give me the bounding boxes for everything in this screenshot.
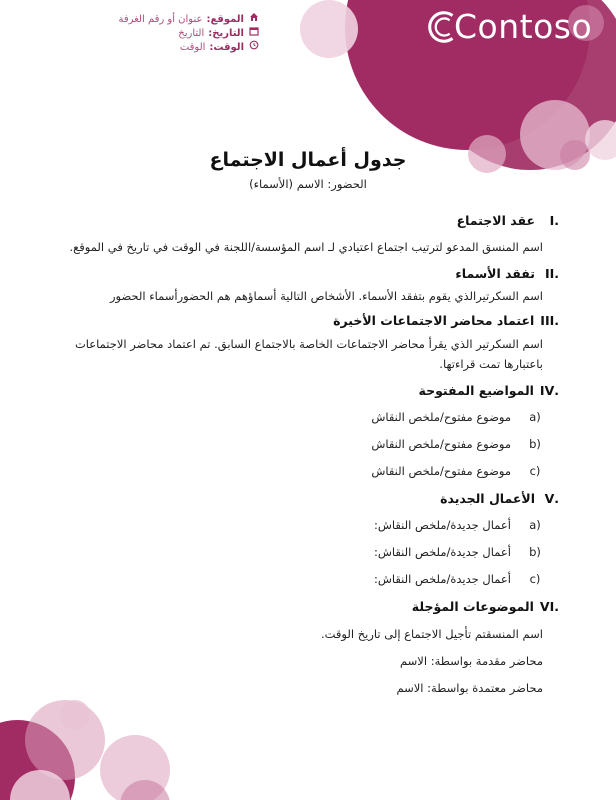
list-item bbox=[53, 572, 559, 586]
list-text: موضوع مفتوح/ملخص النقاش bbox=[371, 410, 511, 424]
decor-circle bbox=[60, 700, 90, 730]
list-text: أعمال جديدة/ملخص النقاش: bbox=[373, 545, 511, 559]
section-number: .VI bbox=[539, 599, 559, 614]
section-title: عقد الاجتماع bbox=[456, 213, 535, 228]
minutes-approved-line: محاضر معتمدة بواسطة: الاسم bbox=[396, 681, 543, 695]
section-heading bbox=[53, 313, 559, 328]
list-item bbox=[53, 545, 559, 559]
section-number: .III bbox=[540, 313, 559, 328]
section-number: .IV bbox=[539, 383, 559, 398]
list-item bbox=[53, 464, 559, 478]
list-letter: c) bbox=[529, 464, 541, 478]
section-heading bbox=[53, 491, 559, 506]
agenda-content bbox=[53, 213, 559, 698]
clock-icon bbox=[248, 40, 260, 54]
section-heading bbox=[53, 266, 559, 281]
list-item bbox=[53, 437, 559, 451]
list-letter: b) bbox=[529, 437, 541, 451]
section-heading bbox=[53, 599, 559, 614]
section-number: .II bbox=[544, 266, 559, 281]
section-title: الموضوعات المؤجلة bbox=[411, 599, 534, 614]
section-body: اسم السكرتيرالذي يقوم بتفقد الأسماء. الأشخاص التالية أسماؤهم هم الحضورأسماء الحضور bbox=[109, 289, 543, 303]
list-item bbox=[53, 410, 559, 424]
date-row bbox=[118, 26, 260, 40]
meeting-info bbox=[118, 12, 260, 54]
section-title: الأعمال الجديدة bbox=[440, 491, 535, 506]
contoso-logo bbox=[424, 6, 593, 48]
decor-circle bbox=[300, 0, 358, 58]
list-text: موضوع مفتوح/ملخص النقاش bbox=[371, 437, 511, 451]
section-heading bbox=[53, 383, 559, 398]
list-text: أعمال جديدة/ملخص النقاش: bbox=[373, 572, 511, 586]
list-text: أعمال جديدة/ملخص النقاش: bbox=[373, 518, 511, 532]
list-text: موضوع مفتوح/ملخص النقاش bbox=[371, 464, 511, 478]
logo-text: Contoso bbox=[454, 7, 593, 46]
location-label: الموقع: bbox=[206, 13, 244, 25]
page-title: جدول أعمال الاجتماع bbox=[209, 149, 407, 171]
section-title: تفقد الأسماء bbox=[455, 266, 535, 281]
section-title: المواضيع المفتوحة bbox=[418, 383, 534, 398]
date-label: التاريخ: bbox=[208, 27, 244, 39]
section-heading bbox=[53, 213, 559, 228]
deferred-line: اسم المنسقتم تأجيل الاجتماع إلى تاريخ الوقت. bbox=[320, 627, 543, 641]
list-letter: a) bbox=[529, 410, 541, 424]
section-number: .I bbox=[549, 213, 559, 228]
home-icon bbox=[248, 12, 260, 26]
time-label: الوقت: bbox=[209, 41, 244, 53]
section-number: .V bbox=[544, 491, 559, 506]
list-letter: c) bbox=[529, 572, 541, 586]
location-value: عنوان أو رقم الغرفة bbox=[118, 13, 203, 25]
minutes-submitted-line: محاضر مقدمة بواسطة: الاسم bbox=[400, 654, 543, 668]
calendar-icon bbox=[248, 26, 260, 40]
list-letter: b) bbox=[529, 545, 541, 559]
section-body: اسم السكرتير الذي يقرأ محاضر الاجتماعات الخاصة بالاجتماع السابق. تم اعتماد محاضر الاجتماعات باعتبارها تمت قراءتها. bbox=[74, 337, 543, 371]
time-value: الوقت bbox=[179, 41, 206, 53]
list-letter: a) bbox=[529, 518, 541, 532]
section-body: اسم المنسق المدعو لترتيب اجتماع اعتيادي لـ اسم المؤسسة/اللجنة في الوقت في تاريخ في الموقع. bbox=[69, 240, 543, 254]
list-item bbox=[53, 518, 559, 532]
date-value: التاريخ bbox=[178, 27, 205, 39]
section-title: اعتماد محاضر الاجتماعات الأخيرة bbox=[333, 313, 535, 328]
location-row bbox=[118, 12, 260, 26]
attendance-line: الحضور: الاسم (الأسماء) bbox=[249, 177, 367, 191]
time-row bbox=[118, 40, 260, 54]
